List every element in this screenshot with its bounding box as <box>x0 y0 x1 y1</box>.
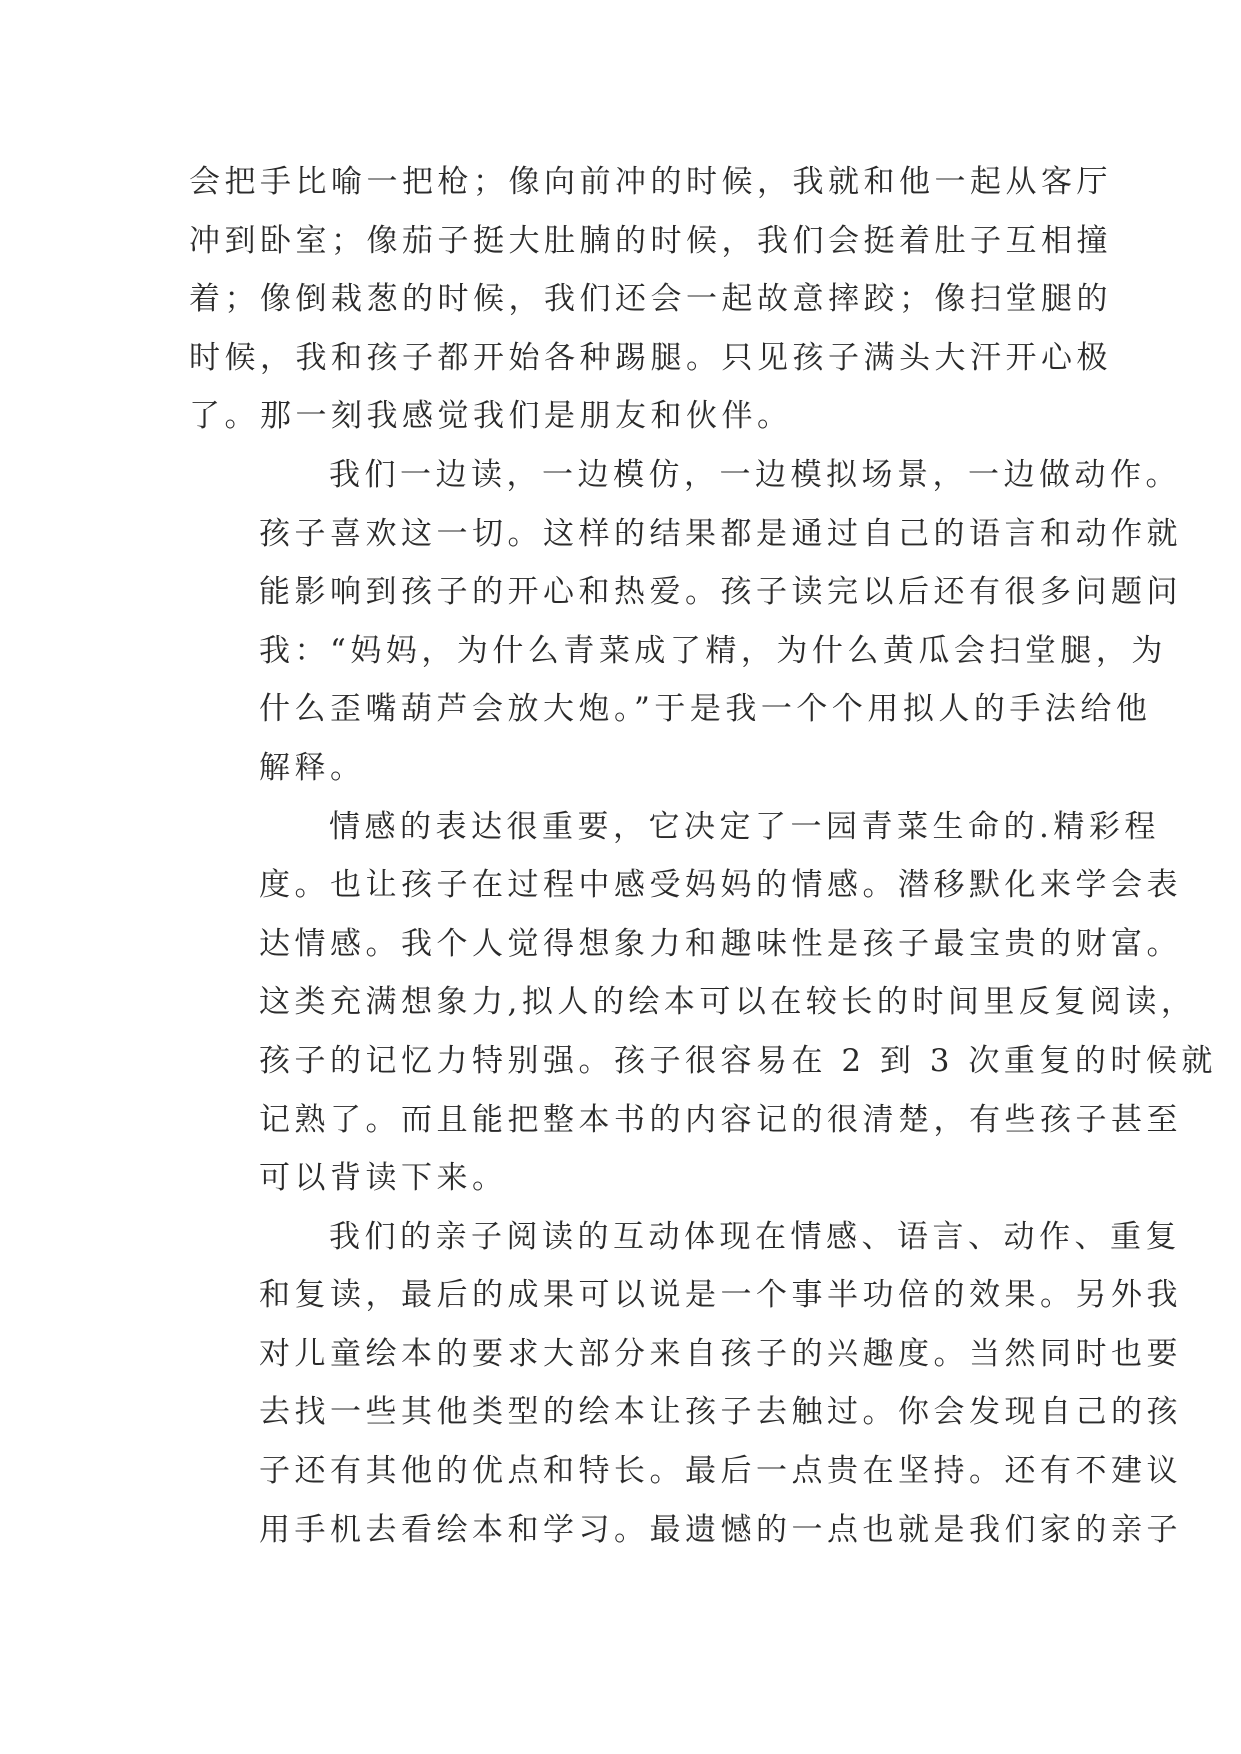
text-line: 我：“妈妈，为什么青菜成了精，为什么黄瓜会扫堂腿，为 <box>259 632 1167 669</box>
text-line: 我们一边读，一边模仿，一边模拟场景，一边做动作。 <box>329 456 1181 493</box>
text-line: 和复读，最后的成果可以说是一个事半功倍的效果。另外我 <box>259 1277 1182 1314</box>
text-line: 达情感。我个人觉得想象力和趣味性是孩子最宝贵的财富。 <box>259 925 1182 962</box>
paragraph-2 <box>189 446 1182 798</box>
text-line: 孩子喜欢这一切。这样的结果都是通过自己的语言和动作就 <box>259 515 1182 552</box>
text-line: 着；像倒栽葱的时候，我们还会一起故意摔跤；像扫堂腿的 <box>189 281 1112 318</box>
text-line: 子还有其他的优点和特长。最后一点贵在坚持。还有不建议 <box>259 1453 1182 1490</box>
text-line: 冲到卧室；像茄子挺大肚腩的时候，我们会挺着肚子互相撞 <box>189 222 1112 259</box>
text-line: 会把手比喻一把枪；像向前冲的时候，我就和他一起从客厅 <box>189 164 1112 200</box>
paragraph-1 <box>189 153 1112 446</box>
paragraph-3 <box>189 798 1217 1208</box>
text-line: 孩子的记忆力特别强。孩子很容易在 2 到 3 次重复的时候就 <box>259 1042 1217 1079</box>
text-line: 能影响到孩子的开心和热爱。孩子读完以后还有很多问题问 <box>259 574 1182 611</box>
text-line: 情感的表达很重要，它决定了一园青菜生命的.精彩程 <box>329 808 1160 845</box>
text-line: 什么歪嘴葫芦会放大炮。”于是我一个个用拟人的手法给他 <box>259 691 1152 728</box>
paragraph-4 <box>189 1208 1182 1560</box>
text-line: 解释。 <box>259 749 366 786</box>
body-text <box>189 153 1217 1559</box>
text-line: 了。那一刻我感觉我们是朋友和伙伴。 <box>189 398 793 435</box>
text-line: 时候，我和孩子都开始各种踢腿。只见孩子满头大汗开心极 <box>189 339 1112 376</box>
text-line: 可以背读下来。 <box>259 1160 508 1197</box>
text-line: 我们的亲子阅读的互动体现在情感、语言、动作、重复 <box>329 1218 1181 1255</box>
text-line: 对儿童绘本的要求大部分来自孩子的兴趣度。当然同时也要 <box>259 1335 1182 1372</box>
text-line: 去找一些其他类型的绘本让孩子去触过。你会发现自己的孩 <box>259 1394 1182 1431</box>
text-line: 用手机去看绘本和学习。最遗憾的一点也就是我们家的亲子 <box>259 1511 1182 1548</box>
text-line: 度。也让孩子在过程中感受妈妈的情感。潜移默化来学会表 <box>259 867 1182 904</box>
text-line: 这类充满想象力,拟人的绘本可以在较长的时间里反复阅读， <box>259 984 1197 1021</box>
text-line: 记熟了。而且能把整本书的内容记的很清楚，有些孩子甚至 <box>259 1101 1182 1138</box>
